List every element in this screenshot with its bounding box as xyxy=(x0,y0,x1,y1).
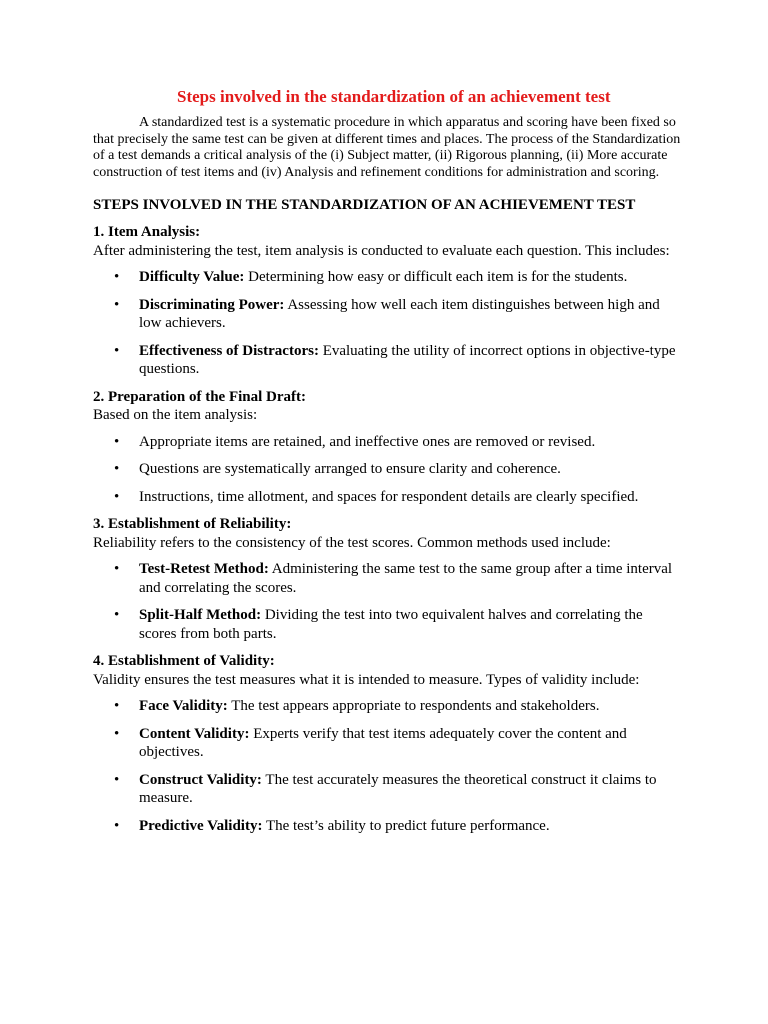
bullet-term: Predictive Validity: xyxy=(139,817,263,834)
bullet-icon: • xyxy=(114,725,120,742)
bullet-list xyxy=(93,433,683,507)
bullet-icon: • xyxy=(114,607,120,623)
bullet-description: The test appears appropriate to respondents and stakeholders. xyxy=(227,698,600,714)
bullet-description: Questions are systematically arranged to ensure clarity and coherence. xyxy=(139,461,561,477)
bullet-item xyxy=(93,268,683,287)
step-heading: 3. Establishment of Reliability: xyxy=(93,516,292,532)
step-description: Based on the item analysis: xyxy=(93,407,258,423)
step-heading: 1. Item Analysis: xyxy=(93,224,201,240)
bullet-icon: • xyxy=(114,488,120,505)
bullet-icon: • xyxy=(114,771,120,788)
bullet-icon: • xyxy=(114,817,120,834)
bullet-description: Instructions, time allotment, and spaces for respondent details are clearly specified. xyxy=(139,488,639,505)
intro-text: A standardized test is a systematic procedure in which apparatus and scoring have been fixed so that precisely the same test can be given at different times and places. The process of the Standardization of a test demands a critical analysis of the (i) Subject matter, (ii) Rigorous planning, (ii) More accurate construction of test items and (iv) Analysis and refinement conditions for administration and scoring. xyxy=(93,115,681,180)
bullet-item xyxy=(93,342,683,379)
bullet-term: Construct Validity: xyxy=(139,771,262,788)
bullet-description: Assessing how well each item distinguishes between high and low achievers. xyxy=(139,296,660,331)
bullet-item xyxy=(93,817,683,836)
bullet-item xyxy=(93,606,683,643)
step-description: Reliability refers to the consistency of the test scores. Common methods used include: xyxy=(93,534,611,551)
bullet-item xyxy=(93,771,683,808)
step-section xyxy=(93,223,683,379)
document-title: Steps involved in the standardization of an achievement test xyxy=(177,87,611,106)
step-heading: 2. Preparation of the Final Draft: xyxy=(93,388,307,405)
steps-list xyxy=(93,223,683,835)
bullet-icon: • xyxy=(114,342,120,359)
bullet-term: Face Validity: xyxy=(139,698,228,714)
bullet-term: Difficulty Value: xyxy=(139,269,245,285)
bullet-icon: • xyxy=(114,561,120,577)
bullet-description: The test’s ability to predict future performance. xyxy=(262,817,550,834)
bullet-description: Evaluating the utility of incorrect options in objective-type questions. xyxy=(139,342,676,377)
bullet-icon: • xyxy=(114,269,120,285)
step-section xyxy=(93,388,683,507)
step-section xyxy=(93,515,683,643)
bullet-item xyxy=(93,725,683,762)
bullet-description: Dividing the test into two equivalent halves and correlating the scores from both parts. xyxy=(139,607,643,642)
bullet-icon: • xyxy=(114,698,120,714)
step-description: Validity ensures the test measures what it is intended to measure. Types of validity include: xyxy=(93,671,640,688)
bullet-item xyxy=(93,560,683,597)
bullet-term: Split-Half Method: xyxy=(139,607,262,623)
bullet-description: Experts verify that test items adequately cover the content and objectives. xyxy=(139,725,627,760)
main-heading: STEPS INVOLVED IN THE STANDARDIZATION OF AN ACHIEVEMENT TEST xyxy=(93,197,636,213)
bullet-list xyxy=(93,268,683,379)
step-section xyxy=(93,652,683,835)
bullet-list xyxy=(93,697,683,835)
bullet-list xyxy=(93,560,683,643)
bullet-icon: • xyxy=(114,296,120,313)
bullet-item xyxy=(93,433,683,452)
bullet-term: Discriminating Power: xyxy=(139,296,285,313)
bullet-icon: • xyxy=(114,461,120,477)
bullet-term: Test-Retest Method: xyxy=(139,561,269,577)
bullet-item xyxy=(93,296,683,333)
bullet-term: Content Validity: xyxy=(139,725,250,742)
intro-paragraph xyxy=(93,115,683,181)
bullet-term: Effectiveness of Distractors: xyxy=(139,342,319,359)
bullet-item xyxy=(93,460,683,479)
step-heading: 4. Establishment of Validity: xyxy=(93,653,275,669)
bullet-description: Determining how easy or difficult each item is for the students. xyxy=(244,269,628,285)
bullet-description: Appropriate items are retained, and ineffective ones are removed or revised. xyxy=(139,433,596,450)
bullet-item xyxy=(93,697,683,716)
bullet-description: The test accurately measures the theoretical construct it claims to measure. xyxy=(139,771,657,806)
document-page xyxy=(93,86,683,844)
step-description: After administering the test, item analysis is conducted to evaluate each question. This includes: xyxy=(93,242,670,259)
bullet-icon: • xyxy=(114,433,120,450)
bullet-item xyxy=(93,488,683,507)
bullet-description: Administering the same test to the same group after a time interval and correlating the scores. xyxy=(139,561,673,596)
